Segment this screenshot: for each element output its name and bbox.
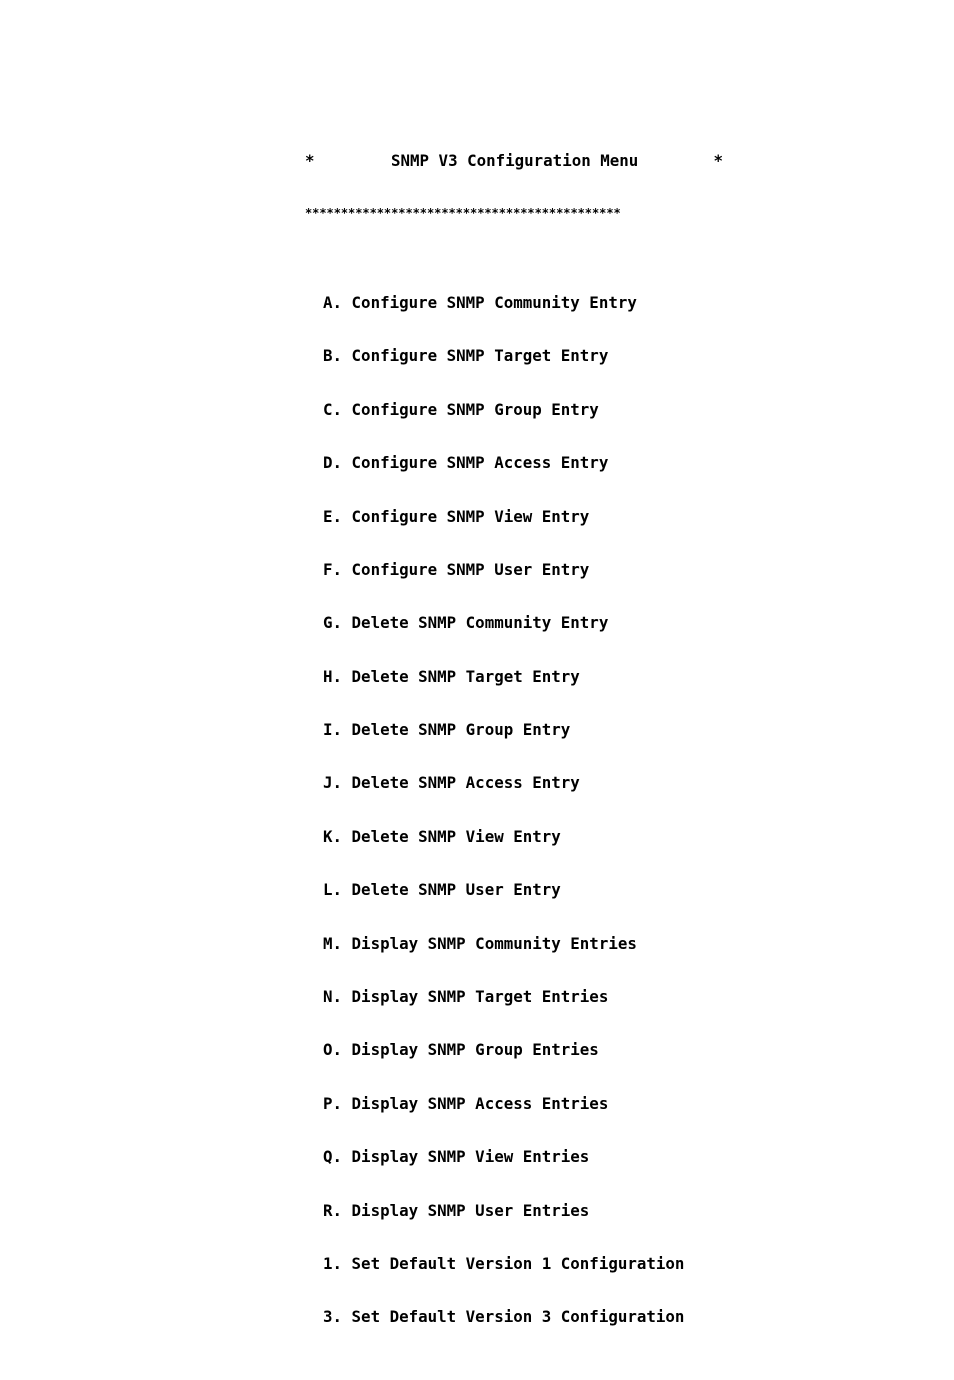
menu-item-label: Delete SNMP Target Entry <box>351 666 580 686</box>
menu-item-g[interactable] <box>305 614 735 632</box>
menu-item-r[interactable] <box>305 1202 735 1220</box>
menu-item-key: A. <box>323 292 343 312</box>
menu-item-label: Display SNMP Target Entries <box>351 987 609 1007</box>
menu-item-label: Set Default Version 3 Configuration <box>351 1307 685 1327</box>
header-divider: ******************************************** <box>305 205 621 220</box>
menu-item-d[interactable] <box>305 454 735 472</box>
menu-item-a[interactable] <box>305 294 735 312</box>
menu-header <box>305 152 723 170</box>
menu-item-key: G. <box>323 613 343 633</box>
menu-item-label: Display SNMP Group Entries <box>351 1040 599 1060</box>
menu-item-label: Delete SNMP Community Entry <box>351 613 609 633</box>
menu-item-i[interactable] <box>305 721 735 739</box>
menu-title: SNMP V3 Configuration Menu <box>391 150 639 170</box>
menu-list <box>305 258 735 1361</box>
menu-item-1[interactable] <box>305 1255 735 1273</box>
menu-item-key: F. <box>323 559 343 579</box>
menu-item-key: M. <box>323 933 343 953</box>
header-star-right: * <box>713 150 723 170</box>
menu-item-label: Delete SNMP View Entry <box>351 826 561 846</box>
menu-item-h[interactable] <box>305 668 735 686</box>
menu-item-key: Q. <box>323 1147 343 1167</box>
menu-item-p[interactable] <box>305 1095 735 1113</box>
menu-item-key: N. <box>323 987 343 1007</box>
menu-item-f[interactable] <box>305 561 735 579</box>
terminal-screen <box>305 116 735 1380</box>
menu-item-j[interactable] <box>305 774 735 792</box>
menu-item-label: Set Default Version 1 Configuration <box>351 1254 685 1273</box>
menu-item-label: Display SNMP View Entries <box>351 1147 590 1167</box>
menu-item-key: K. <box>323 826 343 846</box>
menu-item-key: J. <box>323 773 343 793</box>
menu-item-key: L. <box>323 880 343 900</box>
menu-item-label: Delete SNMP Access Entry <box>351 773 580 793</box>
menu-item-label: Configure SNMP Group Entry <box>351 399 599 419</box>
menu-item-l[interactable] <box>305 881 735 899</box>
menu-item-label: Display SNMP User Entries <box>351 1200 590 1220</box>
menu-item-c[interactable] <box>305 401 735 419</box>
menu-item-label: Delete SNMP User Entry <box>351 880 561 900</box>
menu-item-3[interactable] <box>305 1308 735 1326</box>
menu-item-label: Configure SNMP View Entry <box>351 506 590 526</box>
menu-item-key: D. <box>323 453 343 473</box>
menu-item-k[interactable] <box>305 828 735 846</box>
menu-item-key: P. <box>323 1093 343 1113</box>
menu-item-m[interactable] <box>305 935 735 953</box>
header-star-left: * <box>305 150 315 170</box>
menu-item-label: Display SNMP Access Entries <box>351 1093 609 1113</box>
menu-item-key: O. <box>323 1040 343 1060</box>
menu-item-o[interactable] <box>305 1041 735 1059</box>
menu-item-q[interactable] <box>305 1148 735 1166</box>
menu-item-key: 3. <box>323 1307 343 1327</box>
menu-item-n[interactable] <box>305 988 735 1006</box>
menu-item-b[interactable] <box>305 347 735 365</box>
menu-item-key: E. <box>323 506 343 526</box>
menu-item-label: Configure SNMP Community Entry <box>351 292 637 312</box>
menu-item-label: Delete SNMP Group Entry <box>351 720 571 740</box>
menu-item-key: I. <box>323 720 343 740</box>
menu-item-key: R. <box>323 1200 343 1220</box>
menu-item-label: Configure SNMP Target Entry <box>351 346 609 366</box>
menu-item-e[interactable] <box>305 508 735 526</box>
menu-item-key: C. <box>323 399 343 419</box>
menu-item-key: 1. <box>323 1254 343 1273</box>
menu-item-key: H. <box>323 666 343 686</box>
menu-item-label: Configure SNMP User Entry <box>351 559 590 579</box>
menu-item-label: Configure SNMP Access Entry <box>351 453 609 473</box>
menu-item-key: B. <box>323 346 343 366</box>
menu-item-label: Display SNMP Community Entries <box>351 933 637 953</box>
